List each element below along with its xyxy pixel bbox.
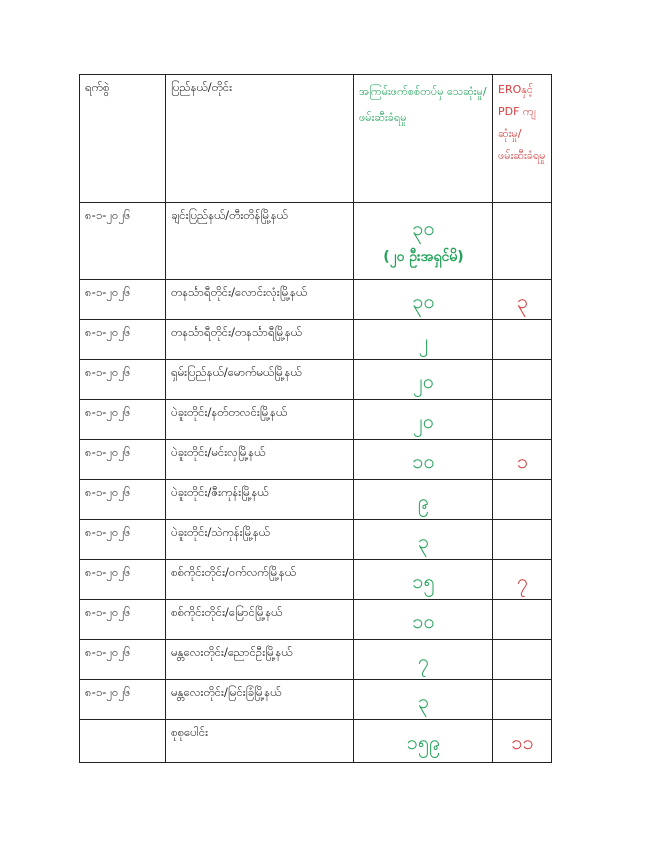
row-ero-count xyxy=(493,360,552,400)
row-location: ပဲခူးတိုင်း/ဇီးကုန်းမြို့နယ် xyxy=(166,480,354,520)
table-row xyxy=(80,600,552,640)
row-location: ပဲခူးတိုင်း/မင်းလှမြို့နယ် xyxy=(166,440,354,480)
row-count: ၁၀ xyxy=(354,600,493,640)
table-row xyxy=(80,203,552,280)
casualty-report-table xyxy=(79,74,552,763)
table-row xyxy=(80,360,552,400)
row-date: ၈-၁-၂၀၂၆ xyxy=(80,280,166,320)
table-row xyxy=(80,440,552,480)
row-date: ၈-၁-၂၀၂၆ xyxy=(80,640,166,680)
row-count: ၃၀ xyxy=(412,216,435,240)
total-count: ၁၅၉ xyxy=(354,720,493,763)
row-date: ၈-၁-၂၀၂၆ xyxy=(80,440,166,480)
row-location: ချင်းပြည်နယ်/တီးတိန်မြို့နယ် xyxy=(166,203,354,280)
row-count: ၁၀ xyxy=(354,440,493,480)
row-date: ၈-၁-၂၀၂၆ xyxy=(80,560,166,600)
row-date: ၈-၁-၂၀၂၆ xyxy=(80,680,166,720)
total-ero-count: ၁၁ xyxy=(493,720,552,763)
row-count: ၂ xyxy=(354,320,493,360)
total-label: စုစုပေါင်း xyxy=(166,720,354,763)
table-header-row xyxy=(80,75,552,203)
table-total-row xyxy=(80,720,552,763)
row-location: မန္တလေးတိုင်း/မြင်းခြံမြို့နယ် xyxy=(166,680,354,720)
row-location: စစ်ကိုင်းတိုင်း/ဝက်လက်မြို့နယ် xyxy=(166,560,354,600)
row-ero-count xyxy=(493,320,552,360)
row-ero-count xyxy=(493,640,552,680)
row-date: ၈-၁-၂၀၂၆ xyxy=(80,480,166,520)
row-ero-count: ၇ xyxy=(493,560,552,600)
row-count: ၂၀ xyxy=(354,360,493,400)
row-ero-count xyxy=(493,520,552,560)
row-count: ၃၀ xyxy=(354,280,493,320)
table-row xyxy=(80,640,552,680)
row-count-cell xyxy=(354,203,493,280)
row-date: ၈-၁-၂၀၂၆ xyxy=(80,520,166,560)
row-count: ၃ xyxy=(354,520,493,560)
table-row xyxy=(80,400,552,440)
header-location: ပြည်နယ်/တိုင်း xyxy=(166,75,354,203)
row-ero-count xyxy=(493,600,552,640)
row-location: တနင်္သာရီတိုင်း/လောင်းလုံးမြို့နယ် xyxy=(166,280,354,320)
row-location: ပဲခူးတိုင်း/နတ်တလင်းမြို့နယ် xyxy=(166,400,354,440)
row-date: ၈-၁-၂၀၂၆ xyxy=(80,360,166,400)
row-location: တနင်္သာရီတိုင်း/တနင်္သာရီမြို့နယ် xyxy=(166,320,354,360)
header-military-casualties: အကြမ်းဖက်စစ်တပ်မှ သေဆုံးမှု/ ဖမ်းဆီးခံရမှု xyxy=(354,75,493,203)
row-ero-count xyxy=(493,680,552,720)
row-count: ၁၅ xyxy=(354,560,493,600)
table-row xyxy=(80,480,552,520)
row-location: ရှမ်းပြည်နယ်/မောက်မယ်မြို့နယ် xyxy=(166,360,354,400)
table-row xyxy=(80,280,552,320)
row-count: ၇ xyxy=(354,640,493,680)
row-date: ၈-၁-၂၀၂၆ xyxy=(80,320,166,360)
table-row xyxy=(80,320,552,360)
row-ero-count xyxy=(493,480,552,520)
row-count: ၉ xyxy=(354,480,493,520)
row-location: စစ်ကိုင်းတိုင်း/မြောင်မြို့နယ် xyxy=(166,600,354,640)
row-date: ၈-၁-၂၀၂၆ xyxy=(80,203,166,280)
row-date: ၈-၁-၂၀၂၆ xyxy=(80,400,166,440)
row-location: ပဲခူးတိုင်း/သဲကုန်းမြို့နယ် xyxy=(166,520,354,560)
row-count-note: (၂၀ ဦးအရှင်မိ) xyxy=(383,249,464,265)
row-ero-count: ၃ xyxy=(493,280,552,320)
row-ero-count xyxy=(493,203,552,280)
table-row xyxy=(80,560,552,600)
table-row xyxy=(80,520,552,560)
row-count: ၃ xyxy=(354,680,493,720)
row-ero-count xyxy=(493,400,552,440)
header-date: ရက်စွဲ xyxy=(80,75,166,203)
row-count: ၂၀ xyxy=(354,400,493,440)
header-ero-pdf-casualties: EROနှင့် PDF ကျဆုံးမှု/ ဖမ်းဆီးခံရမှု xyxy=(493,75,552,203)
row-ero-count: ၁ xyxy=(493,440,552,480)
row-date: ၈-၁-၂၀၂၆ xyxy=(80,600,166,640)
row-location: မန္တလေးတိုင်း/ညောင်ဦးမြို့နယ် xyxy=(166,640,354,680)
total-date xyxy=(80,720,166,763)
table-row xyxy=(80,680,552,720)
